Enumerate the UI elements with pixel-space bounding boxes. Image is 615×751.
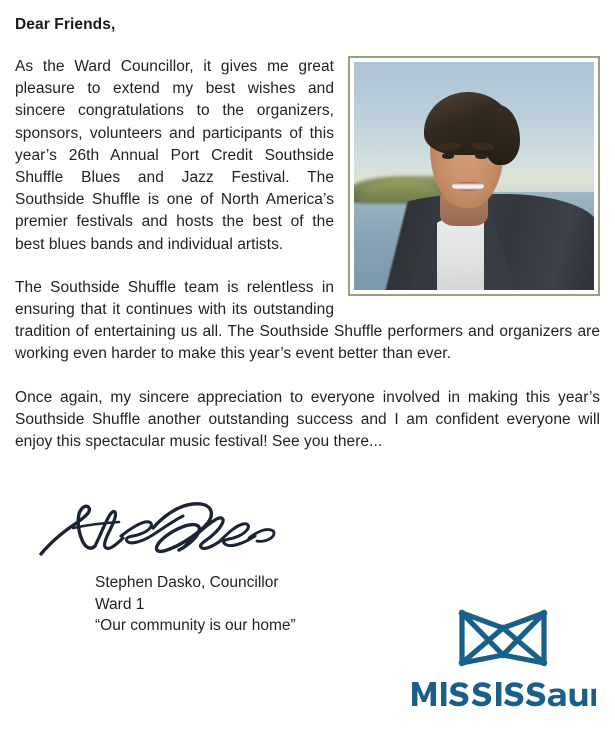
letter-paragraph-3: Once again, my sincere appreciation to everyone involved in making this year’s Southside Shuffle another outstanding success and I am confident everyone will enjoy this spectacular music festival! See you there... (15, 388, 600, 451)
signature-ward: Ward 1 (95, 595, 145, 613)
photo-eye-left (442, 153, 454, 158)
mississauga-logo (405, 608, 600, 708)
mississauga-wordmark (410, 674, 596, 708)
photo-lapel-left (407, 199, 437, 290)
photo-lapel-right (484, 195, 518, 290)
councillor-photo (348, 56, 600, 296)
letter-body (15, 14, 600, 453)
photo-smile (452, 182, 483, 191)
signature-name-title: Stephen Dasko, Councillor (95, 574, 279, 591)
letter-paragraph-2: The Southside Shuffle team is relentless in ensuring that it continues with its outstanding tradition of entertaining us all. The Southside Shuffle performers and organizers are working even harder to make this year’s event better than ever. (15, 278, 600, 363)
signature-motto: “Our community is our home” (95, 617, 296, 634)
salutation: Dear Friends, (15, 16, 116, 33)
councillor-photo-image (354, 62, 594, 290)
signature-image (33, 498, 293, 568)
photo-eye-right (475, 153, 487, 158)
mississauga-m-mark-icon (458, 608, 548, 668)
letter-paragraph-1: As the Ward Councillor, it gives me great pleasure to extend my best wishes and sincere congratulations to the organizers, sponsors, volunteers and participants of this year’s 26th Annual Port Credit Southside Shuffle Blues and Jazz Festival. The Southside Shuffle is one of North America’s premier festivals and hosts the best of the best blues bands and individual artists. (15, 58, 334, 253)
